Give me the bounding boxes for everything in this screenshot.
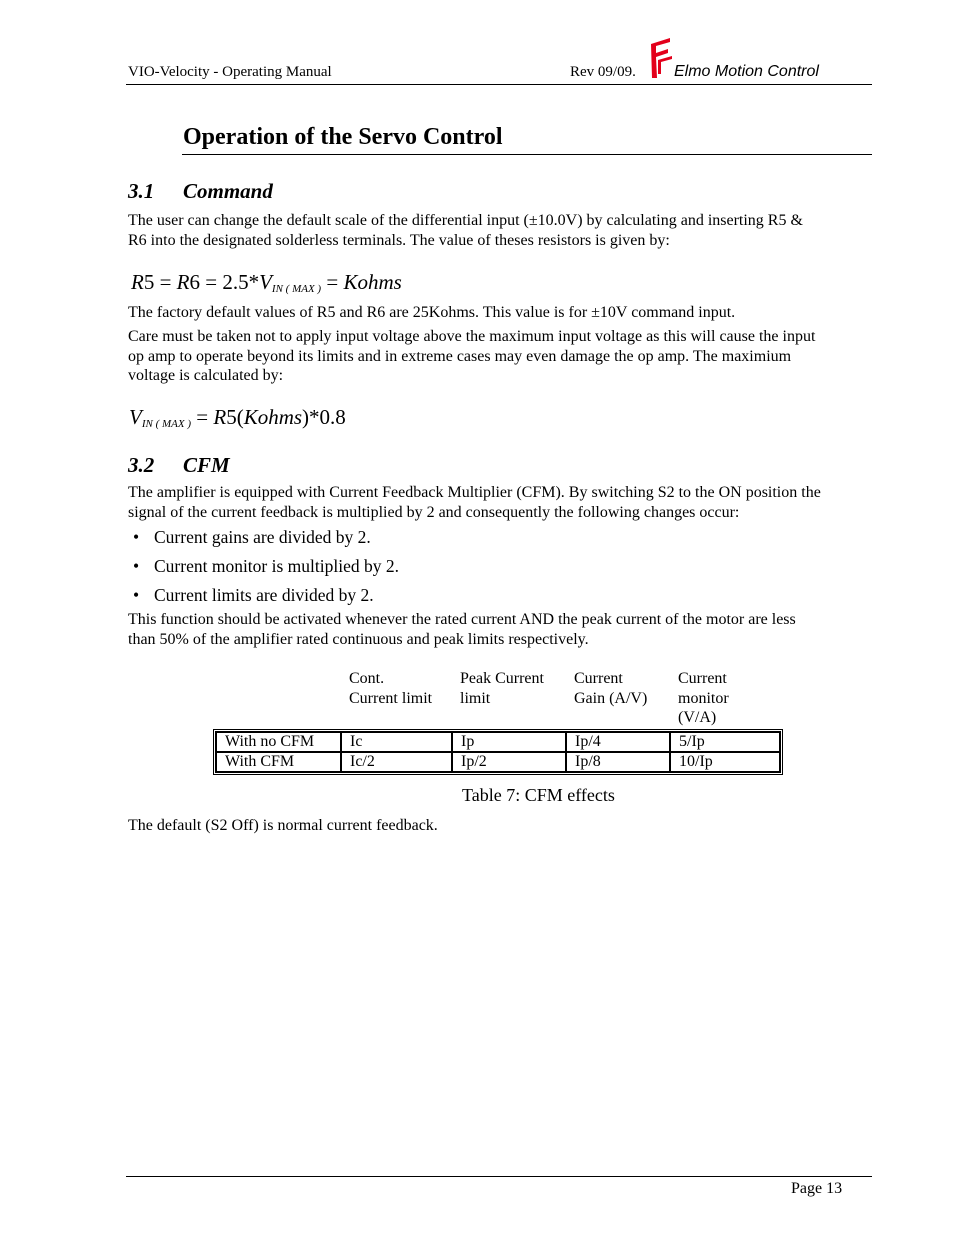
page-number: Page 13 <box>791 1180 843 1197</box>
table-row <box>216 752 780 772</box>
section-3-2-number: 3.2 <box>128 453 155 477</box>
section-3-2-paragraph-3: The default (S2 Off) is normal current feedback. <box>128 817 438 834</box>
brand-name: Elmo Motion Control <box>674 63 819 80</box>
elmo-logo-icon <box>648 36 674 80</box>
table-header-current-monitor: Current monitor (V/A) <box>678 670 729 726</box>
list-item: • Current gains are divided by 2. <box>133 527 371 547</box>
chapter-rule <box>182 154 872 155</box>
section-3-1-number: 3.1 <box>128 179 155 203</box>
table-header-current-gain: Current Gain (A/V) <box>574 670 648 707</box>
table-row <box>216 732 780 752</box>
formula-resistor-value: $R5 = R6 = 2.5*V_{IN ( MAX )}$ = Kohms <box>131 270 402 295</box>
header-rule <box>126 84 872 85</box>
section-3-1-title: Command <box>183 179 273 203</box>
table-cell: Ip/2 <box>452 752 566 772</box>
chapter-title: Operation of the Servo Control <box>183 124 503 150</box>
manual-title: VIO-Velocity - Operating Manual <box>128 64 332 80</box>
list-item: • Current monitor is multiplied by 2. <box>133 556 399 576</box>
cfm-effects-table <box>213 729 783 775</box>
table-cell: 5/Ip <box>670 732 780 752</box>
table-cell: Ip <box>452 732 566 752</box>
table-header-cont-current-limit: Cont. Current limit <box>349 670 433 707</box>
table-cell: 10/Ip <box>670 752 780 772</box>
footer-rule <box>126 1176 872 1177</box>
table-caption: Table 7: CFM effects <box>462 785 615 805</box>
section-3-1-paragraph-2: The factory default values of R5 and R6 are 25Kohms. This value is for ±10V command input. <box>128 304 736 321</box>
table-cell: Ic/2 <box>341 752 452 772</box>
table-cell: With no CFM <box>216 732 341 752</box>
table-cell: Ip/4 <box>566 732 670 752</box>
formula-max-voltage: $V_{IN ( MAX )}$ = R5(Kohms)*0.8 <box>129 405 346 430</box>
section-3-2-paragraph-2: This function should be activated whenever the rated current AND the peak current of the motor are less than 50% of the amplifier rated continuous and peak limits respectively. <box>128 611 796 648</box>
list-item: • Current limits are divided by 2. <box>133 585 374 605</box>
table-cell: Ip/8 <box>566 752 670 772</box>
table-cell: With CFM <box>216 752 341 772</box>
table-cell: Ic <box>341 732 452 752</box>
table-header-peak-current-limit: Peak Current limit <box>460 670 544 707</box>
section-3-1-paragraph-1: The user can change the default scale of the differential input (±10.0V) by calculating and inserting R5 & R6 into the designated solderless terminals. The value of theses resistors is given by: <box>128 212 803 249</box>
section-3-2-title: CFM <box>183 453 230 477</box>
section-3-2-paragraph-1: The amplifier is equipped with Current Feedback Multiplier (CFM). By switching S2 to the ON position the signal of the current feedback is multiplied by 2 and consequently the following changes occur: <box>128 484 821 521</box>
section-3-1-paragraph-3: Care must be taken not to apply input voltage above the maximum input voltage as this will cause the input op amp to operate beyond its limits and in extreme cases may even damage the op amp. The maximium voltage is calculated by: <box>128 328 816 384</box>
revision-label: Rev 09/09. <box>570 64 636 80</box>
